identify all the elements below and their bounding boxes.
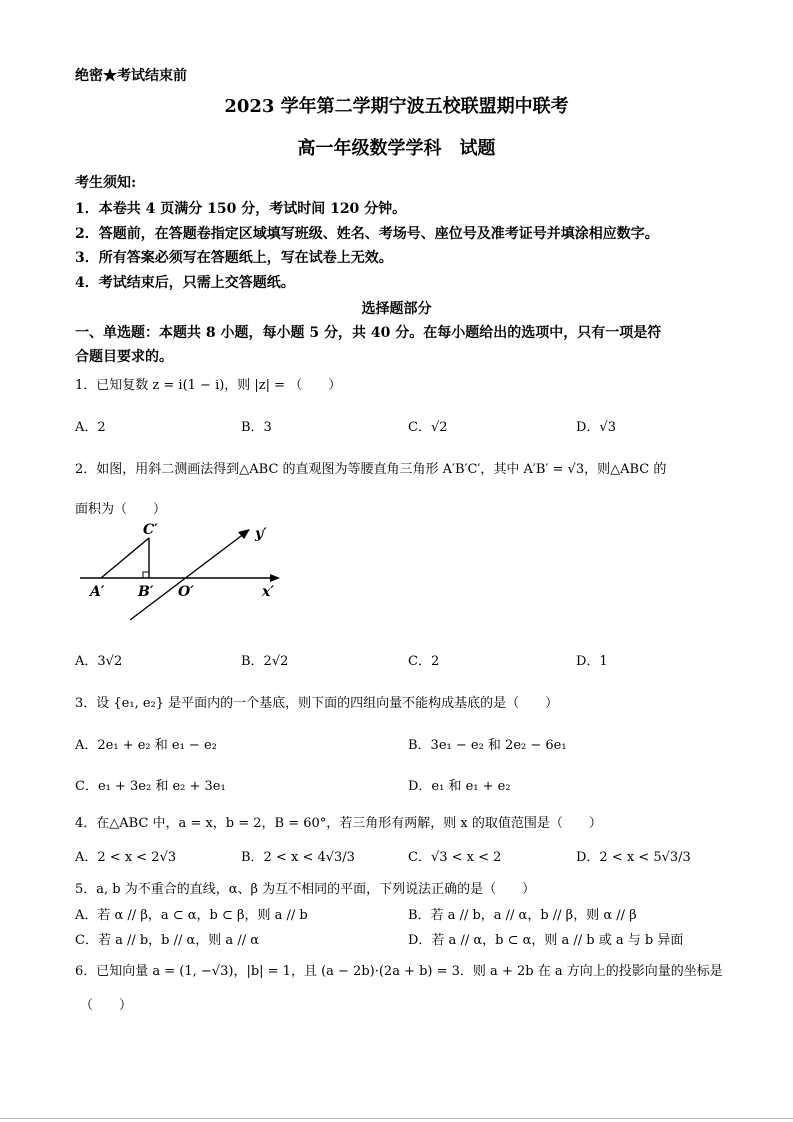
question-2-stem: 2．如图，用斜二测画法得到△ABC 的直观图为等腰直角三角形 A′B′C′，其中 A′B′ = √3，则△ABC 的 [75, 462, 667, 477]
question-1-option-d: D．√3 [576, 420, 616, 435]
question-2-stem-cont: 面积为（ ） [75, 502, 167, 517]
label-a-prime: A′ [90, 584, 105, 600]
question-3-option-d: D．e₁ 和 e₁ + e₂ [408, 779, 511, 794]
section-title: 选择题部分 [361, 301, 432, 317]
question-3-stem: 3．设 {e₁, e₂} 是平面内的一个基底，则下面的四组向量不能构成基底的是（ ） [75, 696, 559, 711]
question-2-option-a: A．3√2 [75, 654, 123, 669]
question-3-option-a: A．2e₁ + e₂ 和 e₁ − e₂ [75, 738, 217, 753]
page-bottom-divider [0, 1118, 793, 1119]
question-2-option-b: B．2√2 [241, 654, 289, 669]
question-5-option-b: B．若 a // b，a // α，b // β，则 α // β [408, 908, 637, 923]
question-5-option-c: C．若 a // b，b // α，则 a // α [75, 933, 259, 948]
question-6-stem: 6．已知向量 a = (1, −√3)，|b| = 1，且 (a − 2b)·(2a + b) = 3．则 a + 2b 在 a 方向上的投影向量的坐标是 [75, 964, 723, 979]
label-c-prime: C′ [143, 522, 158, 538]
part-instructions-cont: 合题目要求的。 [75, 349, 173, 365]
question-1-option-c: C．√2 [408, 420, 448, 435]
question-2-option-d: D．1 [576, 654, 608, 669]
x-axis-arrow [270, 574, 280, 582]
question-3-option-c: C．e₁ + 3e₂ 和 e₂ + 3e₁ [75, 779, 226, 794]
question-4-option-b: B．2 < x < 4√3/3 [241, 850, 355, 865]
notice-item: 1．本卷共 4 页满分 150 分，考试时间 120 分钟。 [75, 201, 407, 217]
question-5-option-a: A．若 α // β，a ⊂ α，b ⊂ β，则 a // b [75, 908, 308, 923]
oblique-drawing-figure [80, 518, 290, 633]
y-axis-line [130, 533, 245, 620]
question-5-stem: 5．a, b 为不重合的直线，α、β 为互不相同的平面，下列说法正确的是（ ） [75, 882, 536, 897]
question-1-option-b: B．3 [241, 420, 272, 435]
question-4-option-c: C．√3 < x < 2 [408, 850, 502, 865]
question-2-option-c: C．2 [408, 654, 440, 669]
label-x-prime: x′ [262, 584, 275, 600]
exam-subtitle: 高一年级数学学科 试题 [297, 138, 496, 159]
notice-heading: 考生须知: [75, 175, 137, 191]
question-1-option-a: A．2 [75, 420, 106, 435]
question-5-option-d: D．若 a // α，b ⊂ α，则 a // b 或 a 与 b 异面 [408, 933, 684, 948]
question-6-stem-cont: （ ） [80, 998, 133, 1013]
right-angle-mark [143, 572, 149, 578]
notice-item: 3．所有答案必须写在答题纸上，写在试卷上无效。 [75, 250, 393, 266]
notice-item: 4．考试结束后，只需上交答题纸。 [75, 275, 295, 291]
question-4-option-d: D．2 < x < 5√3/3 [576, 850, 691, 865]
label-o-prime: O′ [178, 584, 194, 600]
question-1-stem: 1．已知复数 z = i(1 − i)，则 |z| = （ ） [75, 378, 342, 393]
triangle-hypotenuse [101, 538, 149, 578]
label-y-prime: y′ [255, 526, 267, 542]
label-b-prime: B′ [138, 584, 154, 600]
question-4-stem: 4．在△ABC 中，a = x，b = 2，B = 60°，若三角形有两解，则 x 的取值范围是（ ） [75, 816, 602, 831]
question-4-option-a: A．2 < x < 2√3 [75, 850, 177, 865]
part-instructions: 一、单选题：本题共 8 小题，每小题 5 分，共 40 分。在每小题给出的选项中，只有一项是符 [75, 325, 662, 341]
exam-title: 2023 学年第二学期宁波五校联盟期中联考 [224, 96, 569, 117]
question-3-option-b: B．3e₁ − e₂ 和 2e₂ − 6e₁ [408, 738, 567, 753]
confidential-label: 绝密★考试结束前 [75, 68, 187, 84]
notice-item: 2．答题前，在答题卷指定区域填写班级、姓名、考场号、座位号及准考证号并填涂相应数字。 [75, 226, 659, 242]
